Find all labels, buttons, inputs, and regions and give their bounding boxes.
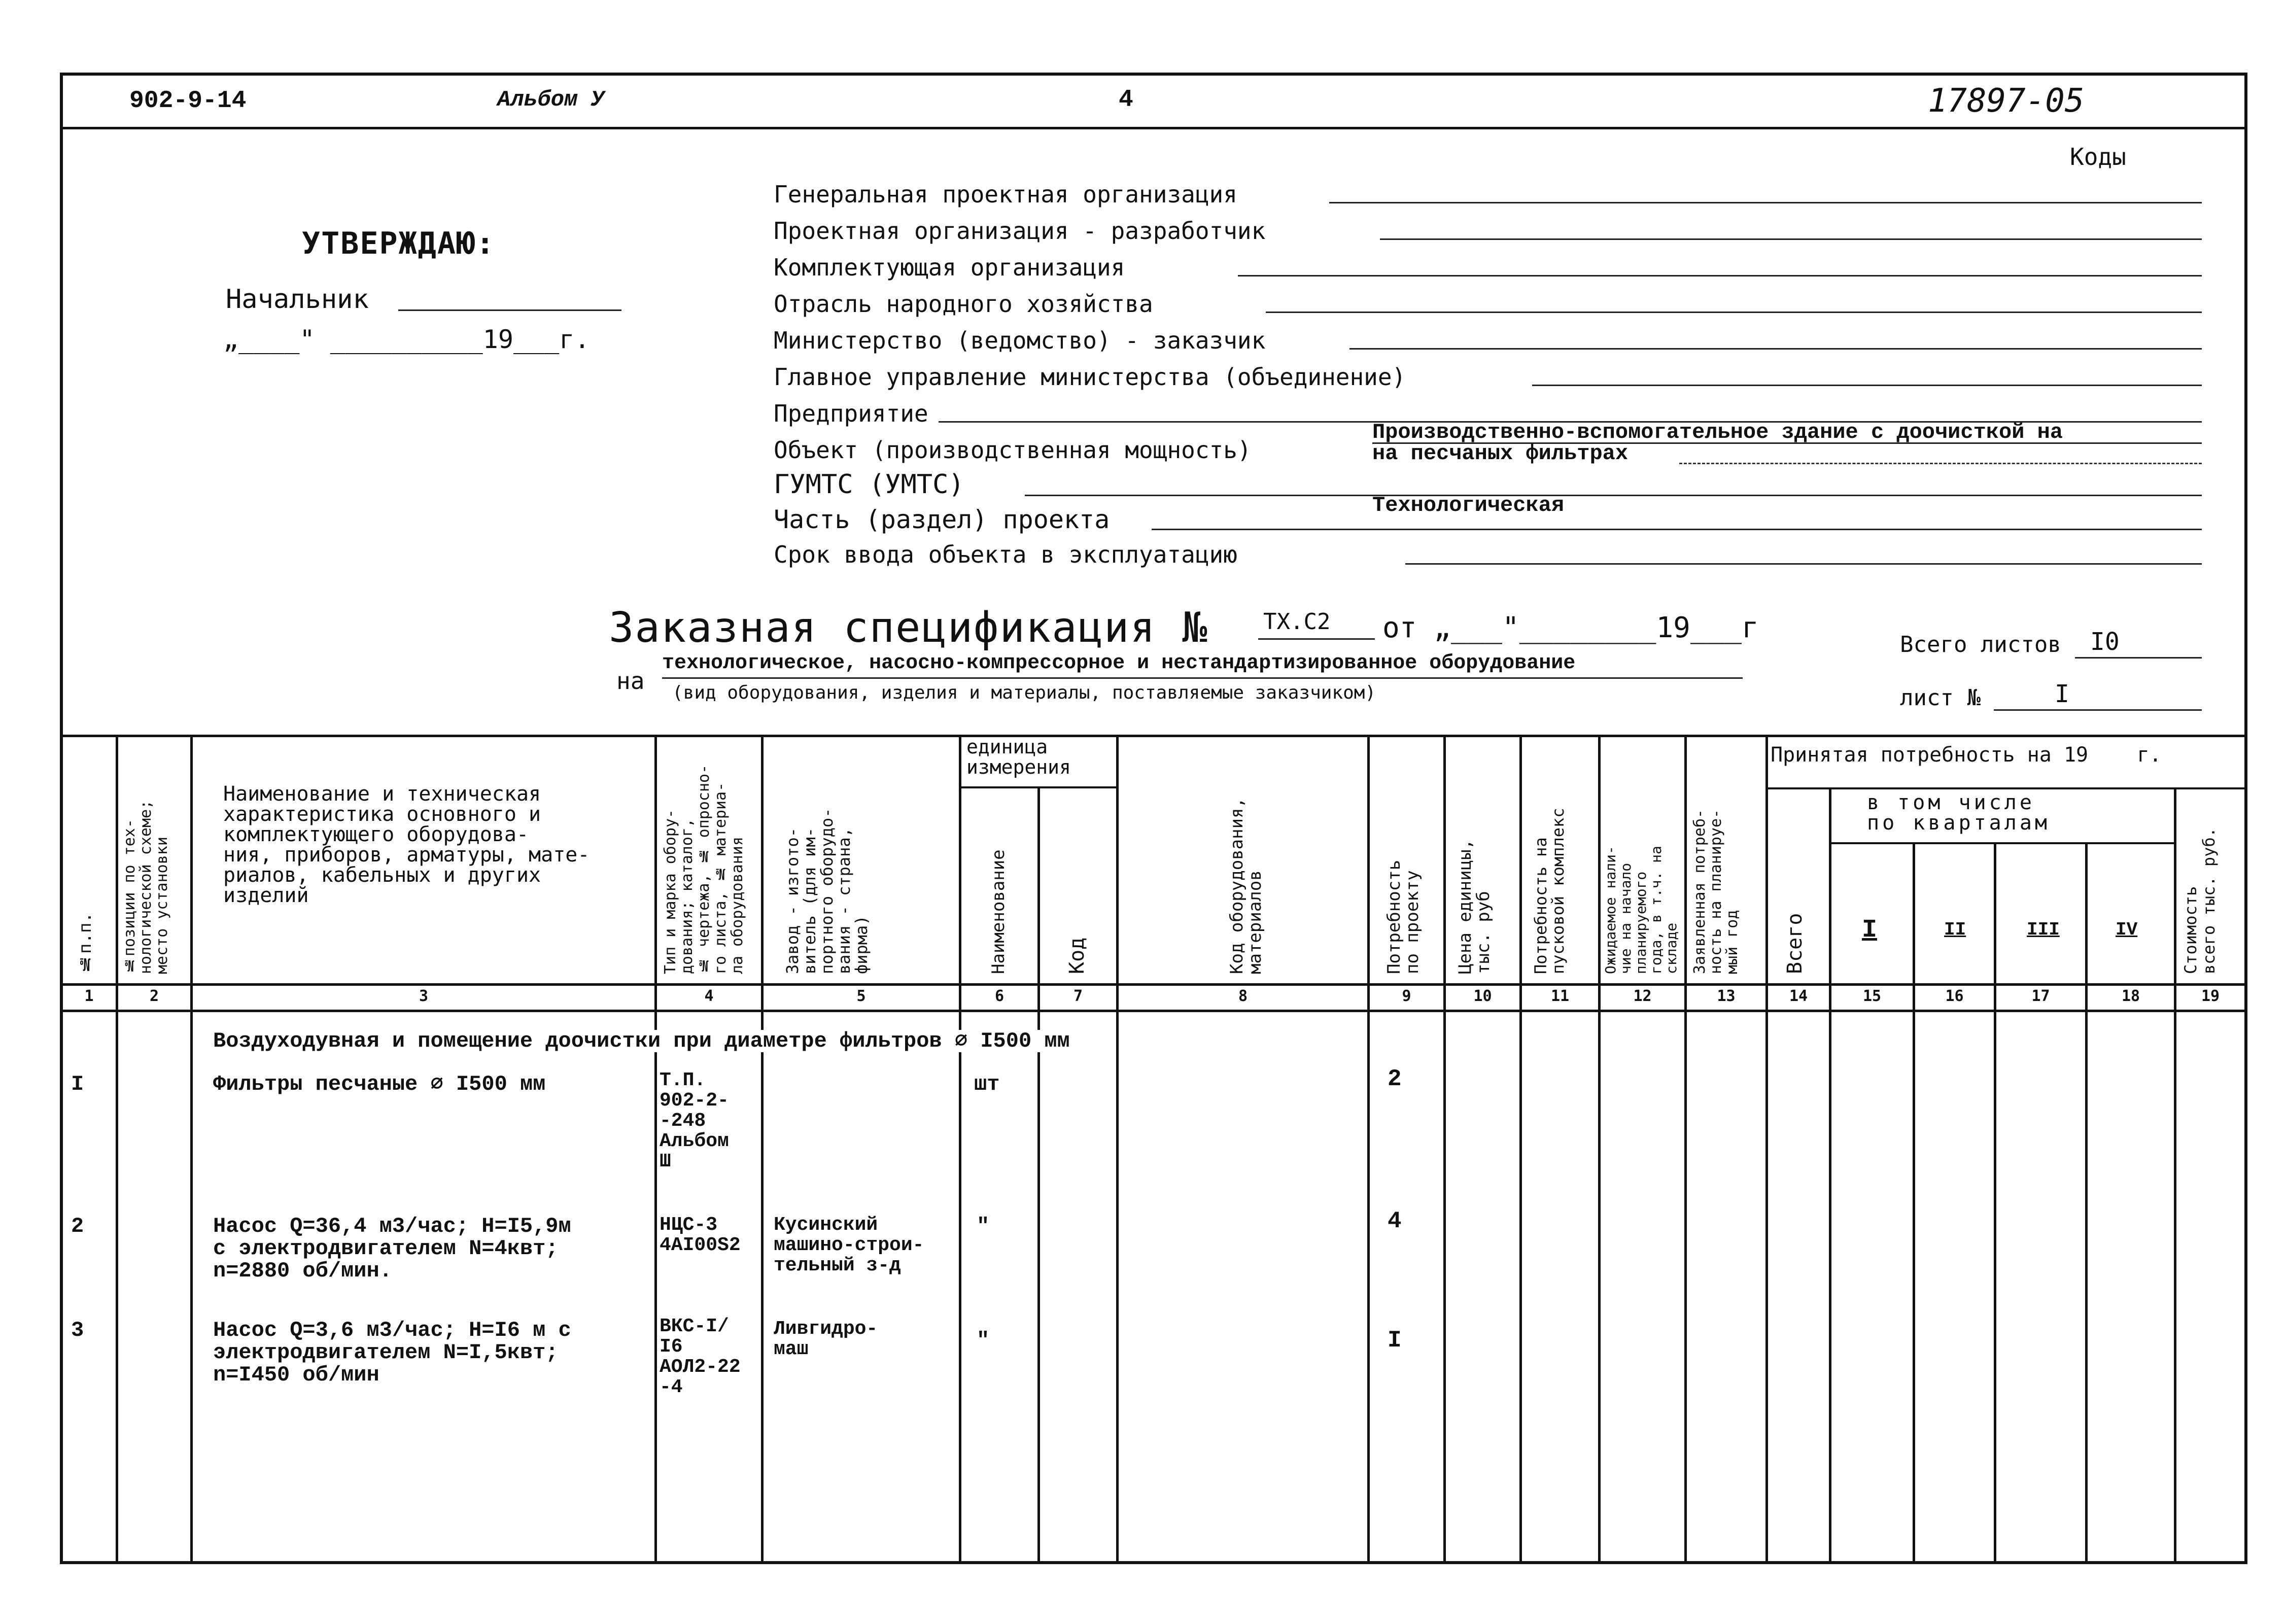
col-number: 19 [2201, 987, 2220, 1005]
header-manufacturer: Завод - изгото- витель (для им- портного оборудо- вания - страна, фирма) [783, 808, 871, 974]
spec-number: ТХ.С2 [1263, 609, 1331, 635]
row-number: 2 [71, 1214, 84, 1238]
row-type: ВКС-I/ I6 АОЛ2-22 -4 [660, 1316, 741, 1398]
row-unit: " [977, 1328, 990, 1353]
org-field-line [1266, 312, 2202, 313]
org-field-label: Генеральная проектная организация [774, 181, 1237, 208]
header-unit-code: Код [1065, 937, 1089, 974]
org-field-label: Проектная организация - разработчик [774, 217, 1266, 245]
header-project-need: Потребность по проекту [1384, 859, 1423, 974]
header-total-cost: Стоимость всего тыс. руб. [2181, 827, 2219, 974]
header-q3: III [2027, 919, 2060, 940]
col-divider [959, 735, 961, 1562]
spec-date: от „___"________19___г [1382, 611, 1759, 644]
header-total: Всего [1783, 913, 1807, 974]
col-number: 13 [1717, 987, 1736, 1005]
table-top-line [60, 735, 2247, 737]
equipment-type: технологическое, насосно-компрессорное и нестандартизированное оборудование [662, 652, 1576, 675]
org-field-line [1679, 463, 2202, 464]
col-divider [1037, 787, 1040, 1562]
row-qty: 4 [1388, 1208, 1402, 1234]
equipment-type-line [662, 677, 1743, 679]
col-divider [1684, 735, 1687, 1562]
row-qty: I [1388, 1327, 1402, 1354]
col-divider [1994, 842, 1996, 1562]
header-q4: IV [2116, 919, 2138, 940]
row-qty: 2 [1388, 1066, 1402, 1092]
chief-signature-line [398, 309, 621, 311]
row-manufacturer: Ливгидро- маш [774, 1318, 878, 1360]
col-number: 10 [1473, 987, 1492, 1005]
approval-date-line: „____" __________19___г. [223, 325, 590, 354]
section-title: Воздуходувная и помещение доочистки при диаметре фильтров ∅ I500 мм [213, 1030, 1073, 1052]
col-number: 2 [149, 987, 159, 1005]
row-number: I [71, 1072, 84, 1096]
total-sheets-line [2075, 657, 2202, 659]
org-field-line [1532, 385, 2202, 386]
stamp-divider [60, 127, 2247, 129]
org-field-label: Министерство (ведомство) - заказчик [774, 327, 1266, 354]
header-q2: II [1944, 919, 1966, 940]
org-field-value: Производственно-вспомогательное здание с доочисткой на [1372, 420, 2063, 444]
col-divider [116, 735, 118, 1562]
spec-on-label: на [616, 667, 645, 695]
org-field-label: Срок ввода объекта в эксплуатацию [774, 541, 1237, 568]
document-number: 17897-05 [1928, 82, 2085, 120]
frame-right [2244, 73, 2247, 1564]
header-unit-price: Цена единицы, тыс. руб [1455, 839, 1494, 974]
header-accepted-group: Принятая потребность на 19 г. [1771, 743, 2162, 767]
header-equipment-code: Код оборудования, материалов [1227, 798, 1265, 974]
col-divider [1443, 735, 1446, 1562]
org-field-line [1152, 529, 2202, 530]
org-field-label: ГУМТС (УМТС) [774, 469, 964, 500]
col-number: 11 [1550, 987, 1570, 1005]
col-number: 8 [1238, 987, 1248, 1005]
series-number: 902-9-14 [129, 87, 247, 115]
header-position: №позиции по тех- нологической схеме; место установки [121, 800, 171, 974]
row-type: Т.П. 902-2- -248 Альбом Ш [660, 1069, 729, 1172]
colnum-bottom-line [60, 1010, 2247, 1012]
row-type: НЦС-3 4АI00S2 [660, 1214, 741, 1256]
row-unit: шт [974, 1072, 1000, 1096]
sheet-value: I [2055, 680, 2069, 708]
org-field-label: Предприятие [774, 400, 928, 427]
org-field-line [1025, 495, 2202, 496]
equipment-hint: (вид оборудования, изделия и материалы, поставляемые заказчиком) [672, 682, 1376, 703]
org-field-line [1329, 202, 2202, 203]
col-divider [1519, 735, 1522, 1562]
org-field-line [1349, 348, 2202, 350]
col-divider [1116, 735, 1119, 1562]
row-number: 3 [71, 1318, 84, 1342]
header-declared-need: Заявленная потреб- ность на планируе- мый год [1691, 809, 1741, 974]
col-number: 3 [419, 987, 429, 1005]
col-divider [1765, 735, 1768, 1562]
approval-title: УТВЕРЖДАЮ: [302, 226, 496, 261]
page-number: 4 [1119, 86, 1133, 114]
col-divider [761, 735, 764, 1562]
row-name: Насос Q=3,6 м3/час; H=I6 м с электродвигателем N=I,5квт; n=I450 об/мин [213, 1318, 571, 1387]
org-field-label: Главное управление министерства (объединение) [774, 363, 1406, 391]
header-unit-group: единица измерения [966, 736, 1071, 778]
col-number: 4 [704, 987, 714, 1005]
org-field-value: на песчаных фильтрах [1372, 441, 1629, 466]
col-number: 9 [1402, 987, 1411, 1005]
col-divider [1829, 787, 1831, 1562]
quarters-group-line [1829, 842, 2174, 844]
col-number: 18 [2121, 987, 2140, 1005]
spec-number-line [1258, 638, 1375, 640]
col-divider [1367, 735, 1370, 1562]
total-sheets-label: Всего листов [1900, 632, 2061, 658]
col-number: 6 [994, 987, 1005, 1005]
col-divider [1598, 735, 1601, 1562]
sheet-line [1994, 709, 2202, 711]
row-unit: " [977, 1214, 990, 1238]
frame-left [60, 73, 63, 1564]
frame-top [60, 73, 2247, 76]
org-field-line [1380, 238, 2202, 240]
spec-title: Заказная спецификация № [609, 604, 1208, 652]
frame-bottom [60, 1561, 2247, 1564]
header-expected-stock: Ожидаемое нали- чие на начало планируемого года, в т.ч. на складе [1602, 846, 1680, 974]
col-number: 5 [856, 987, 866, 1005]
header-type: Тип и марка обору- дования; каталог, № чертежа, № опросно- го листа, № материа- ла оборудования [662, 764, 746, 974]
header-quarters-group: в том числе по кварталам [1867, 791, 2050, 835]
col-number: 14 [1789, 987, 1808, 1005]
header-bottom-line [60, 983, 2247, 986]
col-number: 1 [84, 987, 94, 1005]
org-field-line [1238, 275, 2202, 277]
org-field-value: Технологическая [1372, 493, 1565, 517]
header-unit-name: Наименование [988, 849, 1009, 974]
sheet-label: лист № [1900, 685, 1981, 711]
col-divider [1913, 842, 1915, 1562]
org-field-line [1405, 563, 2202, 565]
org-field-label: Отрасль народного хозяйства [774, 290, 1153, 318]
col-divider [190, 735, 193, 1562]
col-number: 17 [2031, 987, 2050, 1005]
col-number: 7 [1073, 987, 1083, 1005]
col-number: 15 [1862, 987, 1882, 1005]
org-field-label: Часть (раздел) проекта [774, 505, 1110, 534]
org-field-label: Комплектующая организация [774, 254, 1125, 281]
col-divider [2174, 787, 2176, 1562]
row-name: Фильтры песчаные ∅ I500 мм [213, 1072, 546, 1096]
codes-label: Коды [2070, 143, 2126, 170]
col-number: 12 [1633, 987, 1652, 1005]
header-row-number: №п.п. [75, 912, 95, 974]
album-label: Альбом У [497, 87, 605, 113]
row-name: Насос Q=36,4 м3/час; H=I5,9м с электродвигателем N=4квт; n=2880 об/мин. [213, 1214, 571, 1283]
col-number: 16 [1945, 987, 1964, 1005]
header-q1: I [1862, 916, 1878, 945]
col-divider [654, 735, 657, 1562]
org-field-label: Объект (производственная мощность) [774, 436, 1252, 464]
header-launch-need: Потребность на пусковой комплекс [1531, 808, 1568, 974]
row-manufacturer: Кусинский машино-строи- тельный з-д [774, 1214, 924, 1276]
col-divider [2085, 842, 2088, 1562]
chief-label: Начальник [226, 284, 369, 315]
header-name: Наименование и техническая характеристика основного и комплектующего оборудова- ния, приборов, арматуры, мате- риалов, кабельных и других изделий [223, 782, 590, 907]
total-sheets-value: I0 [2090, 628, 2120, 656]
